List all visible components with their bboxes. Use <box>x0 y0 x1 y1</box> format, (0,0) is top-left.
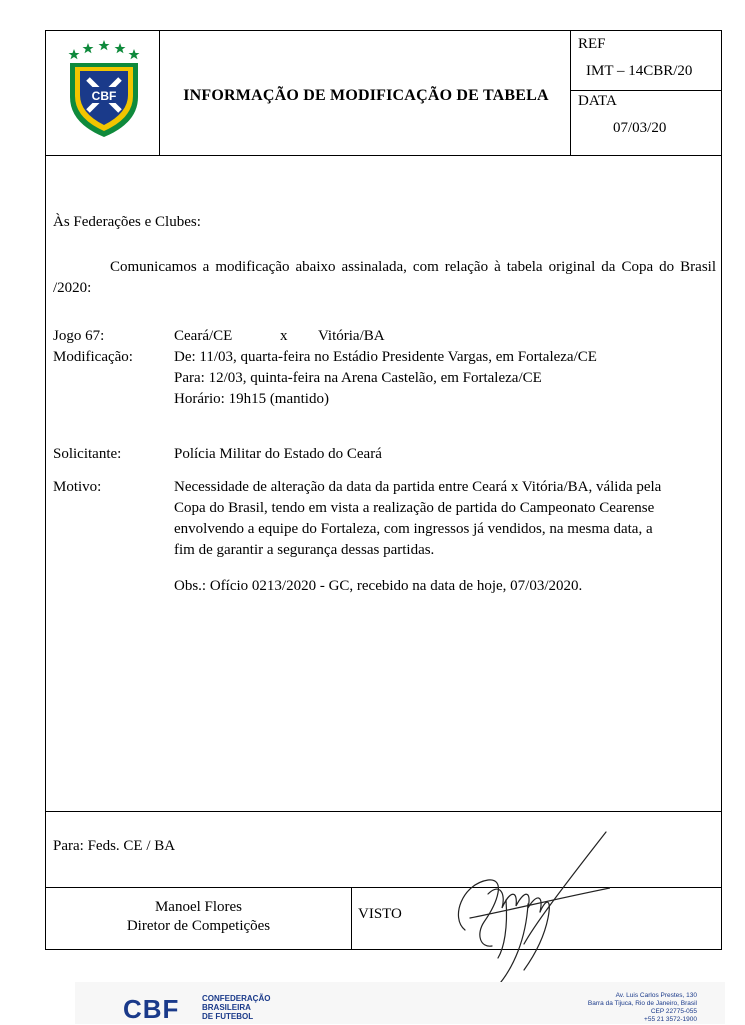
header-divider <box>46 155 721 156</box>
footer-org-line3: DE FUTEBOL <box>202 1012 254 1021</box>
requester-label: Solicitante: <box>53 446 122 462</box>
intro-paragraph: Comunicamos a modificação abaixo assinalada, com relação à tabela original da Copa do Brasil /2020: <box>53 259 716 296</box>
document-title: INFORMAÇÃO DE MODIFICAÇÃO DE TABELA <box>183 87 549 104</box>
game-label: Jogo 67: <box>53 328 105 344</box>
ref-divider <box>570 31 571 155</box>
obs-note: Obs.: Ofício 0213/2020 - GC, recebido na data de hoje, 07/03/2020. <box>174 578 583 594</box>
date-value: 07/03/20 <box>613 120 667 136</box>
footer-band <box>75 982 725 1024</box>
footer-org-line1: CONFEDERAÇÃO <box>202 994 271 1003</box>
requester: Polícia Militar do Estado do Ceará <box>174 446 382 462</box>
footer-addr-line4: +55 21 3572-1900 <box>644 1016 697 1023</box>
date-label: DATA <box>578 93 617 109</box>
away-team: Vitória/BA <box>318 328 385 344</box>
reason-label: Motivo: <box>53 479 102 495</box>
ref-label: REF <box>578 36 606 52</box>
greeting: Às Federações e Clubes: <box>53 214 201 230</box>
to-line: Para: 12/03, quinta-feira na Arena Castelão, em Fortaleza/CE <box>174 370 542 386</box>
from-line: De: 11/03, quarta-feira no Estádio Presidente Vargas, em Fortaleza/CE <box>174 349 597 365</box>
cbf-crest-logo <box>64 39 144 139</box>
footer-addr-line1: Av. Luis Carlos Prestes, 130 <box>615 992 697 999</box>
footer-cbf-logo: CBF <box>123 994 180 1024</box>
footer-addr-line2: Barra da Tijuca, Rio de Janeiro, Brasil <box>587 1000 697 1007</box>
visto-label: VISTO <box>358 906 402 922</box>
signatory-name: Manoel Flores <box>154 899 243 915</box>
crest-text: CBF <box>91 89 117 103</box>
time-line: Horário: 19h15 (mantido) <box>174 391 329 407</box>
footer-org-name <box>202 994 270 1021</box>
home-team: Ceará/CE <box>174 328 233 344</box>
reason-paragraph: Necessidade de alteração da data da partida entre Ceará x Vitória/BA, válida pela Copa do Brasil, tendo em vista a realização de partida do Campeonato Cearense envolvendo a equipe do Fortaleza, com ingressos já vendidos, na mesma data, a fim de garantir a segurança dessas partidas. <box>174 479 662 558</box>
logo-divider <box>159 31 160 155</box>
handwritten-signature <box>410 798 610 998</box>
signature-divider <box>351 887 352 949</box>
ref-date-divider <box>570 90 721 91</box>
footer-addr-line3: CEP 22775-055 <box>650 1008 697 1015</box>
versus: x <box>280 328 288 344</box>
document-frame <box>45 30 722 950</box>
footer-address <box>588 992 697 1024</box>
footer-org-line2: BRASILEIRA <box>202 1003 251 1012</box>
ref-value: IMT – 14CBR/20 <box>586 63 693 79</box>
recipients-divider <box>46 887 721 888</box>
modification-label: Modificação: <box>53 349 133 365</box>
body-divider <box>46 811 721 812</box>
signatory-role: Diretor de Competições <box>126 918 271 934</box>
recipients: Para: Feds. CE / BA <box>53 838 176 854</box>
